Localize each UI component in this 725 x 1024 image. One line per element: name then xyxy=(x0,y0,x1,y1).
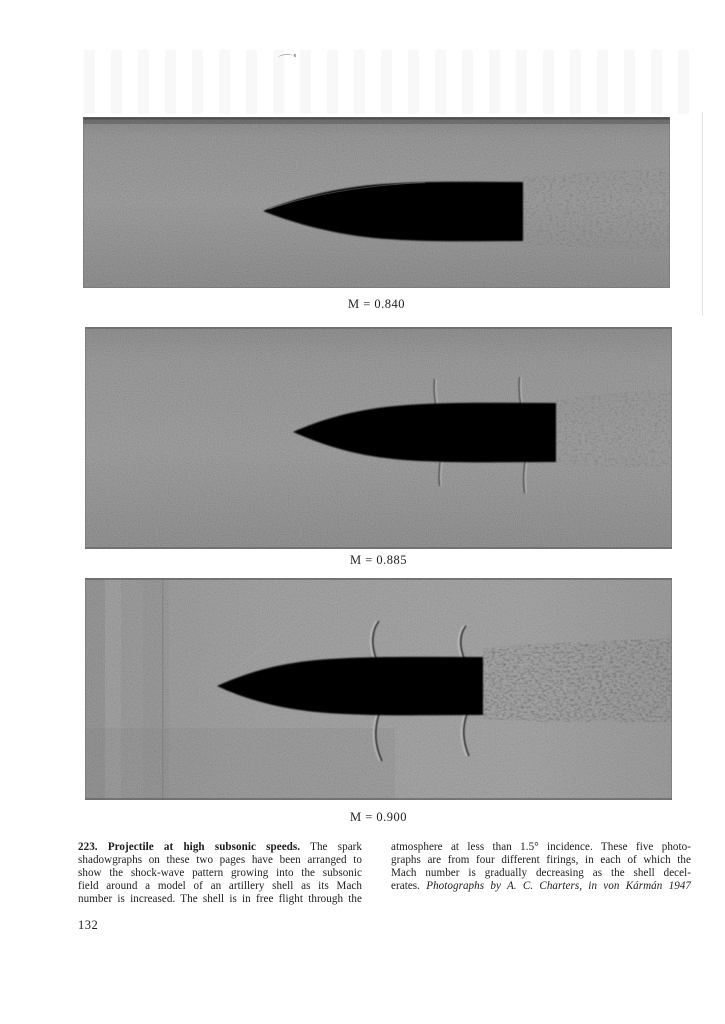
text-fragment: The spark xyxy=(310,841,363,853)
shadowgraph-photo-3 xyxy=(85,578,672,800)
figure-caption-text xyxy=(78,841,691,906)
scan-edge-line xyxy=(702,112,703,316)
photo1-turbulent-wake xyxy=(523,168,670,250)
photo2-caption: M = 0.885 xyxy=(349,553,408,567)
photo2-turbulent-wake xyxy=(556,389,672,467)
page-number: 132 xyxy=(78,918,99,932)
text-line: show the shock-wave pattern growing into the subsonic xyxy=(78,866,362,879)
shadowgraph-photo-1 xyxy=(83,117,670,288)
text-line xyxy=(391,880,691,893)
photo1-caption: M = 0.840 xyxy=(347,297,406,311)
text-fragment: erates. xyxy=(391,879,420,892)
text-line: graphs are from four different firings, in each of which the xyxy=(391,853,691,866)
text-line: number is increased. The shell is in free flight through the xyxy=(78,892,362,905)
photo-credit: Photographs by A. C. Charters, in von Kármán 1947 xyxy=(426,879,691,892)
photo3-turbulent-wake xyxy=(483,638,672,722)
shadowgraph-photo-2 xyxy=(85,327,672,549)
figure-heading: 223. Projectile at high subsonic speeds. xyxy=(78,841,301,853)
caption-column-right xyxy=(391,841,691,906)
caption-column-left xyxy=(78,841,362,906)
text-line: field around a model of an artillery shell as its Mach xyxy=(78,879,362,892)
photo3-caption: M = 0.900 xyxy=(349,810,408,824)
text-line: shadowgraphs on these two pages have been arranged to xyxy=(78,853,362,866)
scan-artifact-band xyxy=(84,50,690,114)
text-line xyxy=(78,841,362,854)
text-line: Mach number is gradually decreasing as the shell decel- xyxy=(391,866,691,879)
text-line: atmosphere at less than 1.5° incidence. These five photo- xyxy=(391,841,691,853)
